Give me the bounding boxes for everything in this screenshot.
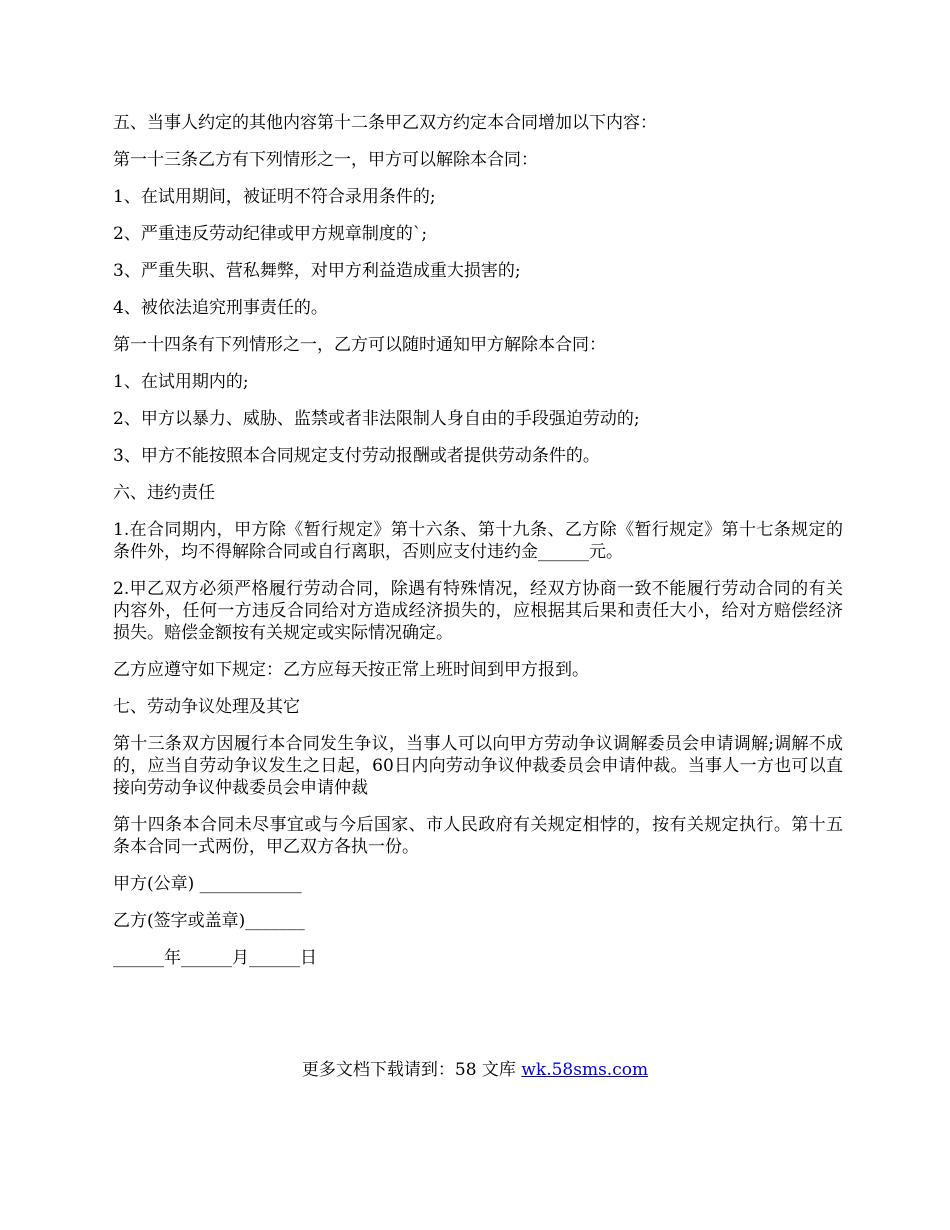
article-14-intro: 第一十四条有下列情形之一，乙方可以随时通知甲方解除本合同： [113, 335, 606, 355]
article-13-item-2: 2、严重违反劳动纪律或甲方规章制度的`; [113, 224, 428, 244]
section-5-heading: 五、当事人约定的其他内容第十二条甲乙双方约定本合同增加以下内容： [113, 113, 657, 133]
party-a-signature: 甲方(公章) ____________ [113, 874, 302, 894]
article-14-item-2: 2、甲方以暴力、威胁、监禁或者非法限制人身自由的手段强迫劳动的; [113, 409, 640, 429]
section-6-heading: 六、违约责任 [113, 483, 215, 503]
article-13-intro: 第一十三条乙方有下列情形之一，甲方可以解除本合同： [113, 150, 538, 170]
breach-clause-1: 1.在合同期内，甲方除《暂行规定》第十六条、第十九条、乙方除《暂行规定》第十七条规定的条件外，均不得解除合同或自行离职，否则应支付违约金______元。 [113, 520, 843, 562]
footer-link[interactable]: wk.58sms.com [521, 1060, 649, 1080]
dispute-clause: 第十三条双方因履行本合同发生争议，当事人可以向甲方劳动争议调解委员会申请调解;调解不成的，应当自劳动争议发生之日起，60日内向劳动争议仲裁委员会申请仲裁。当事人一方也可以直接向劳动争议仲裁委员会申请仲裁 [113, 734, 843, 798]
attendance-rule: 乙方应遵守如下规定：乙方应每天按正常上班时间到甲方报到。 [113, 660, 589, 680]
section-7-heading: 七、劳动争议处理及其它 [113, 697, 300, 717]
article-14-item-1: 1、在试用期内的; [113, 372, 249, 392]
article-14-item-3: 3、甲方不能按照本合同规定支付劳动报酬或者提供劳动条件的。 [113, 446, 600, 466]
footer-text: 更多文档下载请到：58 文库 [301, 1060, 522, 1080]
misc-clause: 第十四条本合同未尽事宜或与今后国家、市人民政府有关规定相悖的，按有关规定执行。第十五条本合同一式两份，甲乙双方各执一份。 [113, 815, 843, 857]
footer [0, 1059, 950, 1081]
article-13-item-1: 1、在试用期间，被证明不符合录用条件的; [113, 187, 436, 207]
party-b-signature: 乙方(签字或盖章)_______ [113, 911, 305, 931]
signing-date: ______年______月______日 [113, 948, 317, 968]
article-13-item-4: 4、被依法追究刑事责任的。 [113, 298, 328, 318]
document-body [113, 112, 843, 984]
article-13-item-3: 3、严重失职、营私舞弊，对甲方利益造成重大损害的; [113, 261, 521, 281]
breach-clause-2: 2.甲乙双方必须严格履行劳动合同，除遇有特殊情况，经双方协商一致不能履行劳动合同的有关内容外，任何一方违反合同给对方造成经济损失的，应根据其后果和责任大小，给对方赔偿经济损失。赔偿金额按有关规定或实际情况确定。 [113, 579, 843, 643]
